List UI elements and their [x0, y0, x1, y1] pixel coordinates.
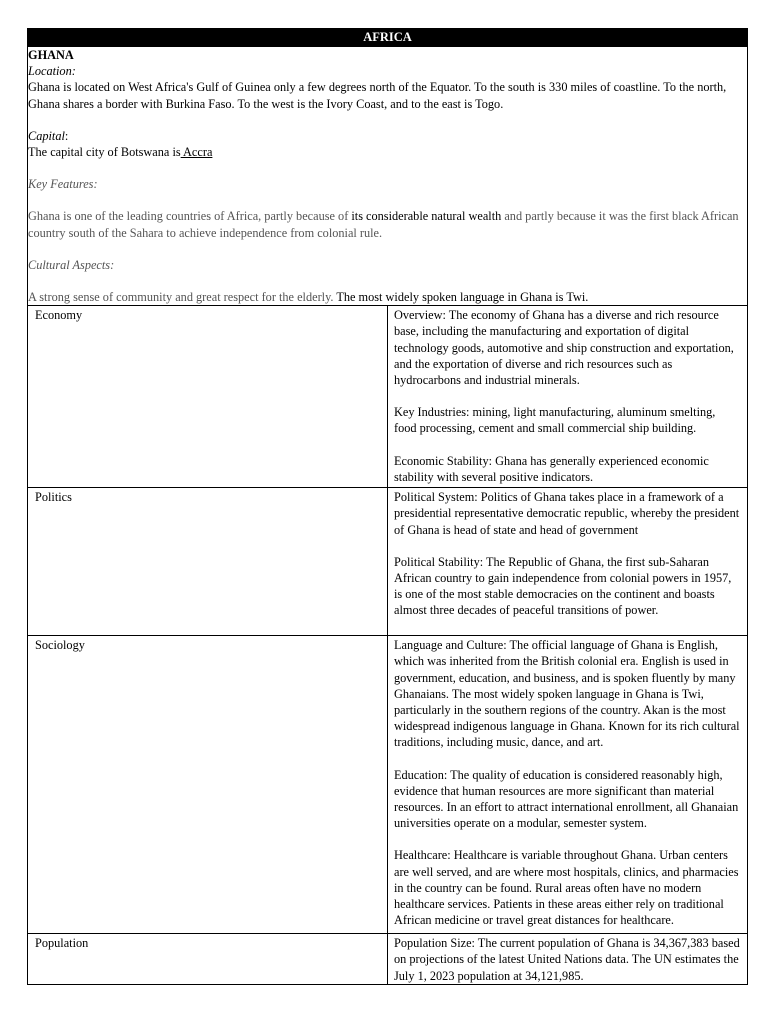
politics-stability: Political Stability: The Republic of Ghana, the first sub-Saharan African country to gain independence from colonial powers in 1957, is one of the most stable democracies on the continent and boasts almost three decades of peaceful transitions of power.	[394, 554, 732, 618]
cultural-pre: A strong sense of community and great respect for the elderly.	[28, 290, 334, 305]
sociology-row	[28, 636, 748, 934]
economy-industries: Key Industries: mining, light manufacturing, aluminum smelting, food processing, cement and small commercial ship building.	[394, 405, 716, 436]
population-cell	[388, 934, 748, 985]
location-text: Ghana is located on West Africa's Gulf of Guinea only a few degrees north of the Equator. To the south is 330 miles of coastline. To the north, Ghana shares a border with Burkina Faso. To the west is the Ivory Coast, and to the east is Togo.	[28, 80, 727, 111]
cultural-post: The most widely spoken language in Ghana is Twi.	[333, 290, 589, 305]
politics-cell	[388, 488, 748, 636]
capital-text	[28, 144, 747, 160]
economy-overview: Overview: The economy of Ghana has a diverse and rich resource base, including the manufacturing and exportation of digital technology goods, automotive and ship construction and exportation, and the exportation of diverse and rich resources such as hydrocarbons and industrial minerals.	[394, 308, 734, 388]
features-text	[28, 208, 747, 240]
capital-sentence: The capital city of Botswana is	[28, 145, 181, 160]
features-mid: its considerable natural wealth	[351, 209, 502, 224]
capital-label: Capital	[28, 128, 65, 143]
cultural-label: Cultural Aspects:	[28, 257, 115, 272]
sociology-label: Sociology	[28, 636, 388, 934]
document-page	[27, 28, 748, 985]
features-pre: Ghana is one of the leading countries of Africa, partly because of	[28, 209, 352, 224]
politics-row	[28, 488, 748, 636]
features-post: and partly because it was the first black African country south of the Sahara to achieve independence from colonial rule.	[28, 209, 739, 240]
location-label: Location:	[28, 64, 76, 79]
intro-cell	[28, 47, 748, 306]
capital-line	[28, 128, 747, 144]
population-size: Population Size: The current population of Ghana is 34,367,383 based on projections of the latest United Nations data. The UN estimates the July 1, 2023 population at 34,121,985.	[394, 936, 740, 983]
economy-stability: Economic Stability: Ghana has generally experienced economic stability with several positive indicators.	[394, 453, 709, 484]
economy-label: Economy	[28, 306, 388, 488]
intro-row	[28, 47, 748, 306]
capital-colon: :	[64, 128, 69, 143]
cultural-text	[28, 289, 747, 305]
country-name: GHANA	[28, 48, 74, 62]
population-row	[28, 934, 748, 985]
population-label: Population	[28, 934, 388, 985]
sociology-healthcare: Healthcare: Healthcare is variable throughout Ghana. Urban centers are well served, and are where most hospitals, clinics, and pharmacies in the country can be found. Rural areas often have no modern healthcare services. Patients in these areas either rely on traditional African medicine or travel great distances for healthcare.	[394, 848, 739, 928]
politics-label: Politics	[28, 488, 388, 636]
sociology-cell	[388, 636, 748, 934]
politics-system: Political System: Politics of Ghana takes place in a framework of a presidential representative democratic republic, whereby the president of Ghana is head of state and head of government	[394, 490, 740, 537]
capital-city: Accra	[180, 145, 213, 160]
economy-row	[28, 306, 748, 488]
continent-banner: AFRICA	[27, 28, 748, 46]
features-label: Key Features:	[28, 177, 98, 192]
sociology-education: Education: The quality of education is considered reasonably high, evidence that human resources are more significant than material resources. In an effort to attract international enrollment, all Ghanaian universities operate on a modular, semester system.	[394, 767, 739, 831]
economy-cell	[388, 306, 748, 488]
country-table	[27, 46, 748, 985]
sociology-language: Language and Culture: The official language of Ghana is English, which was inherited from the British colonial era. English is used in government, education, and business, and is spoken fluently by many Ghanaians. The most widely spoken language in Ghana is Twi, particularly in the southern regions of the country. Akan is the most widespread indigenous language in Ghana. Known for its rich cultural traditions, including music, dance, and art.	[394, 638, 740, 750]
